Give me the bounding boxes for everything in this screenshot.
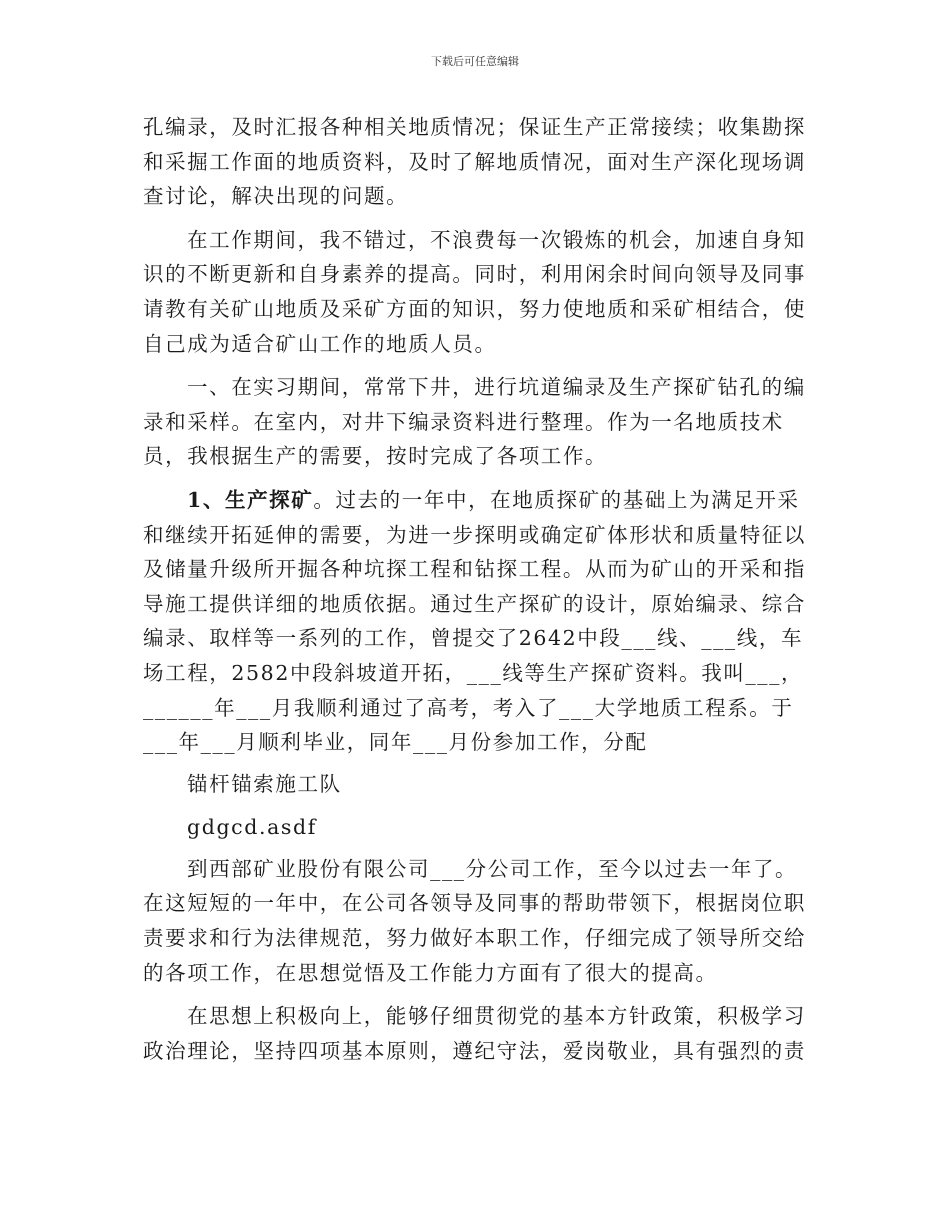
page-header: 下载后可任意编辑	[431, 55, 519, 68]
paragraph-internship: 一、在实习期间，常常下井，进行坑道编录及生产探矿钻孔的编录和采样。在室内，对井下编录资料进行整理。作为一名地质技术员，我根据生产的需要，按时完成了各项工作。	[143, 375, 806, 469]
paragraph-production-exploration-text: 。过去的一年中，在地质探矿的基础上为满足开采和继续开拓延伸的需要，为进一步探明或确定矿体形状和质量特征以及储量升级所开掘各种坑探工程和钻探工程。从而为矿山的开采和指导施工提供详细的地质依据。通过生产探矿的设计，原始编录、综合编录、取样等一系列的工作，曾提交了2642中段___线、___线，车场工程，2582中段斜坡道开拓，___线等生产探矿资料。我叫___，______年___月我顺利通过了高考，考入了___大学地质工程系。于___年___月顺利毕业，同年___月份参加工作，分配	[143, 487, 806, 755]
code-line: gdgcd.asdf	[187, 815, 317, 840]
paragraph-production-exploration	[143, 483, 815, 760]
paragraph-continuation: 孔编录，及时汇报各种相关地质情况；保证生产正常接续；收集勘探和采掘工作面的地质资料，及时了解地质情况，面对生产深化现场调查讨论，解决出现的问题。	[143, 115, 806, 209]
paragraph-ideology: 在思想上积极向上，能够仔细贯彻党的基本方针政策，积极学习政治理论，坚持四项基本原则，遵纪守法，爱岗敬业，具有强烈的责	[143, 1004, 806, 1063]
document-body	[143, 110, 815, 1068]
paragraph-company: 到西部矿业股份有限公司___分公司工作，至今以过去一年了。在这短短的一年中，在公司各领导及同事的帮助带领下，根据岗位职责要求和行为法律规范，努力做好本职工作，仔细完成了领导所交给的各项工作，在思想觉悟及工作能力方面有了很大的提高。	[143, 856, 806, 985]
paragraph-work-period: 在工作期间，我不错过，不浪费每一次锻炼的机会，加速自身知识的不断更新和自身素养的提高。同时，利用闲余时间向领导及同事请教有关矿山地质及采矿方面的知识，努力使地质和采矿相结合，使自己成为适合矿山工作的地质人员。	[143, 227, 806, 356]
section-heading: 1、生产探矿	[187, 487, 314, 512]
team-name-line: 锚杆锚索施工队	[187, 771, 342, 796]
